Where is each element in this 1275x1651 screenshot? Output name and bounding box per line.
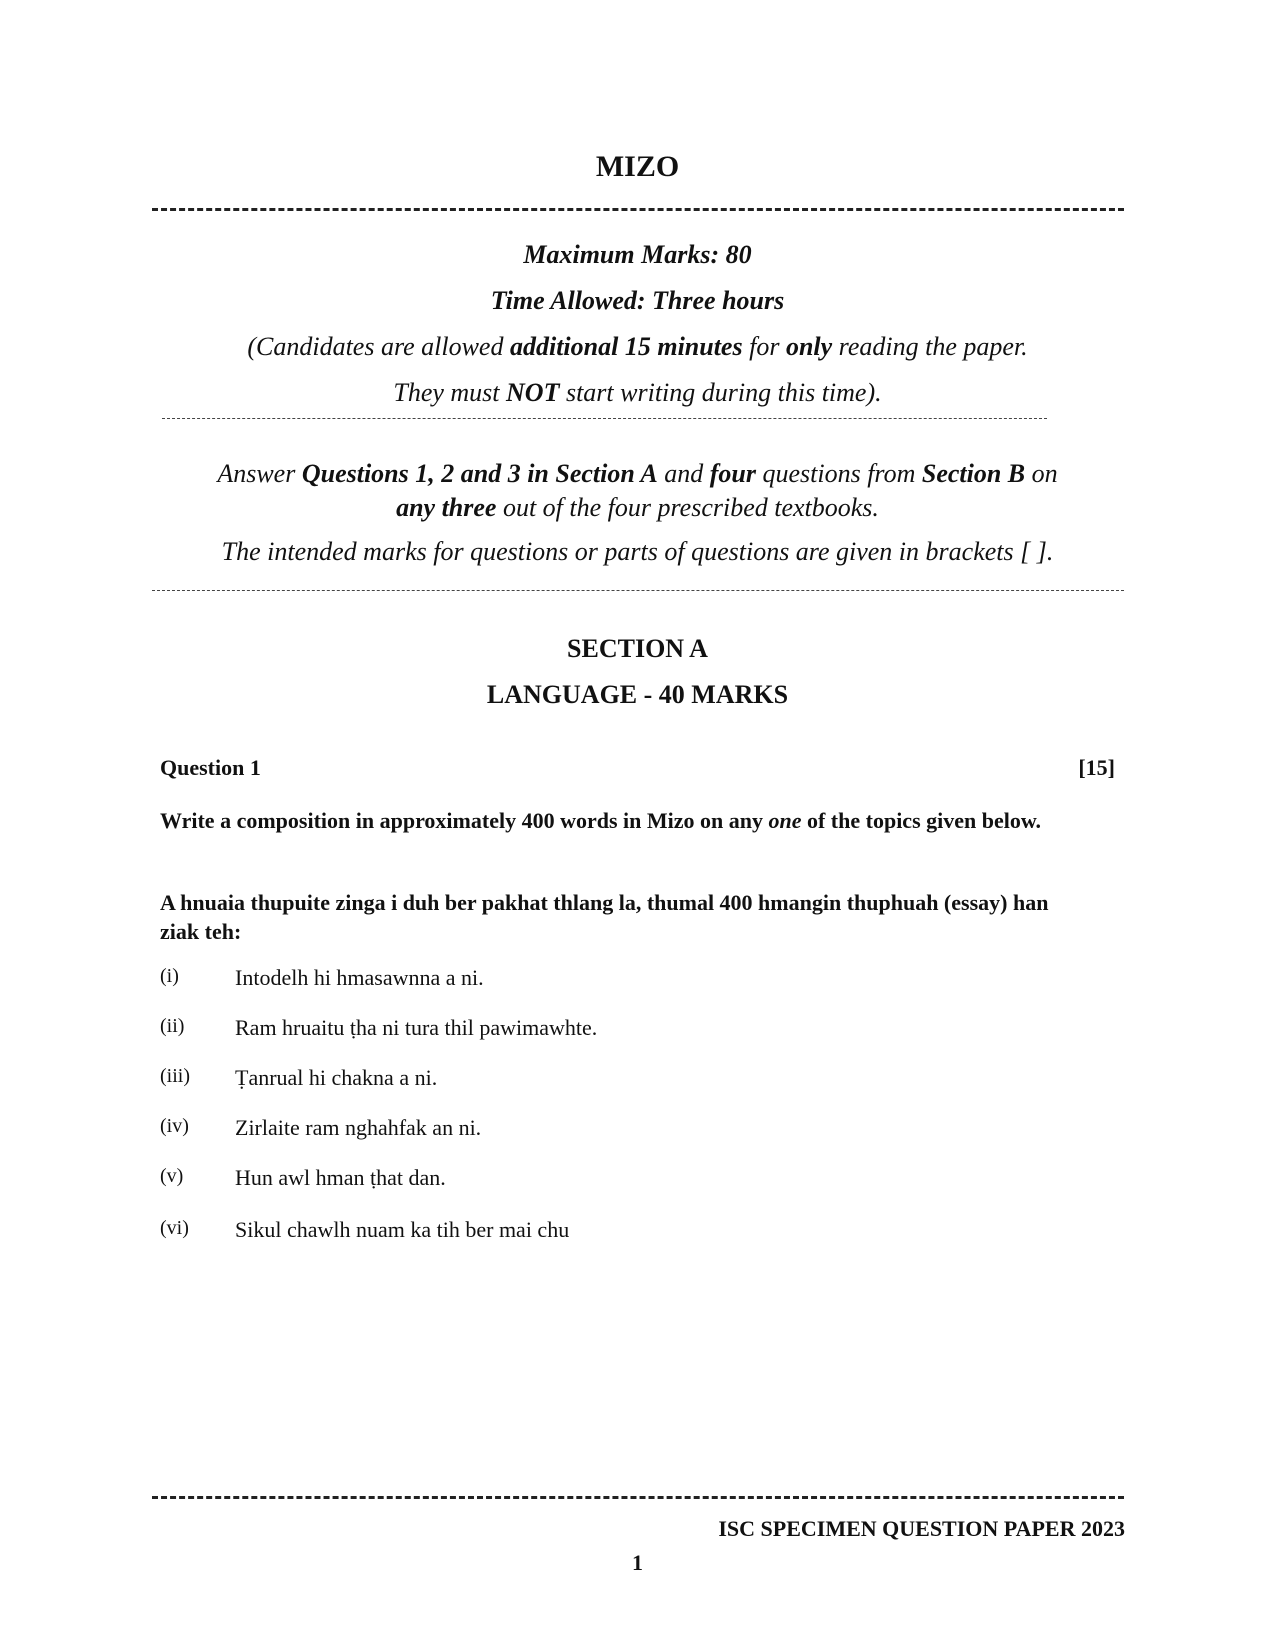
topic-text: Sikul chawlh nuam ka tih ber mai chu [235, 1217, 570, 1242]
prompt-text: of the topics given below. [801, 808, 1042, 833]
maximum-marks: Maximum Marks: 80 [523, 240, 752, 269]
reading-note-line-1 [150, 332, 1125, 362]
topic-text: Ram hruaitu ṭha ni tura thil pawimawhte. [235, 1015, 598, 1040]
topic-text: Intodelh hi hmasawnna a ni. [235, 965, 484, 990]
divider-top [152, 208, 1124, 211]
instruction-text: on [1025, 459, 1058, 488]
topic-text: Hun awl hman ṭhat dan. [235, 1165, 446, 1190]
reading-note-emphasis: additional 15 minutes [509, 332, 743, 361]
reading-note-text: reading the paper. [832, 332, 1028, 361]
prompt-text: Write a composition in approximately 400 words in Mizo on any [160, 808, 769, 833]
reading-note-emphasis: NOT [506, 378, 560, 407]
question-mizo-prompt: A hnuaia thupuite zinga i duh ber pakhat thlang la, thumal 400 hmangin thuphuah (essay) han ziak teh: [160, 890, 1049, 944]
reading-note-line-2 [150, 378, 1125, 408]
topic-number: (iv) [160, 1115, 189, 1137]
reading-note-emphasis: only [785, 332, 833, 361]
instruction-emphasis: any three [396, 493, 497, 522]
instruction-emphasis: Section B [921, 459, 1026, 488]
question-label: Question 1 [160, 755, 261, 780]
section-title: SECTION A [567, 634, 708, 663]
topic-number: (ii) [160, 1015, 185, 1037]
instruction-emphasis: four [709, 459, 756, 488]
reading-note-text: for [742, 332, 786, 361]
topic-number: (i) [160, 965, 179, 987]
instruction-text: Answer [217, 459, 302, 488]
topic-number: (vi) [160, 1217, 189, 1239]
divider-bottom [152, 590, 1124, 591]
reading-note-text: start writing during this time). [559, 378, 882, 407]
page-number: 1 [632, 1550, 643, 1575]
footer-title: ISC SPECIMEN QUESTION PAPER 2023 [718, 1516, 1125, 1541]
question-english-prompt [160, 806, 1060, 835]
topic-text: Zirlaite ram nghahfak an ni. [235, 1115, 482, 1140]
topic-text: Ṭanrual hi chakna a ni. [235, 1065, 438, 1090]
instruction-text: and [657, 459, 710, 488]
footer-divider [152, 1496, 1124, 1499]
subject-title: MIZO [595, 150, 680, 183]
prompt-emphasis: one [768, 808, 802, 833]
reading-note-text: (Candidates are allowed [247, 332, 510, 361]
topic-number: (iii) [160, 1065, 190, 1087]
topic-number: (v) [160, 1165, 184, 1187]
divider-middle [162, 418, 1047, 419]
marks-note: The intended marks for questions or parts of questions are given in brackets [ ]. [221, 537, 1054, 566]
section-subtitle: LANGUAGE - 40 MARKS [486, 680, 789, 709]
time-allowed: Time Allowed: Three hours [490, 286, 785, 315]
reading-note-text: They must [393, 378, 507, 407]
instruction-text: questions from [755, 459, 922, 488]
answer-instructions [150, 457, 1125, 525]
instruction-emphasis: Questions 1, 2 and 3 in Section A [301, 459, 658, 488]
instruction-text: out of the four prescribed textbooks. [496, 493, 879, 522]
question-marks: [15] [1078, 755, 1115, 780]
